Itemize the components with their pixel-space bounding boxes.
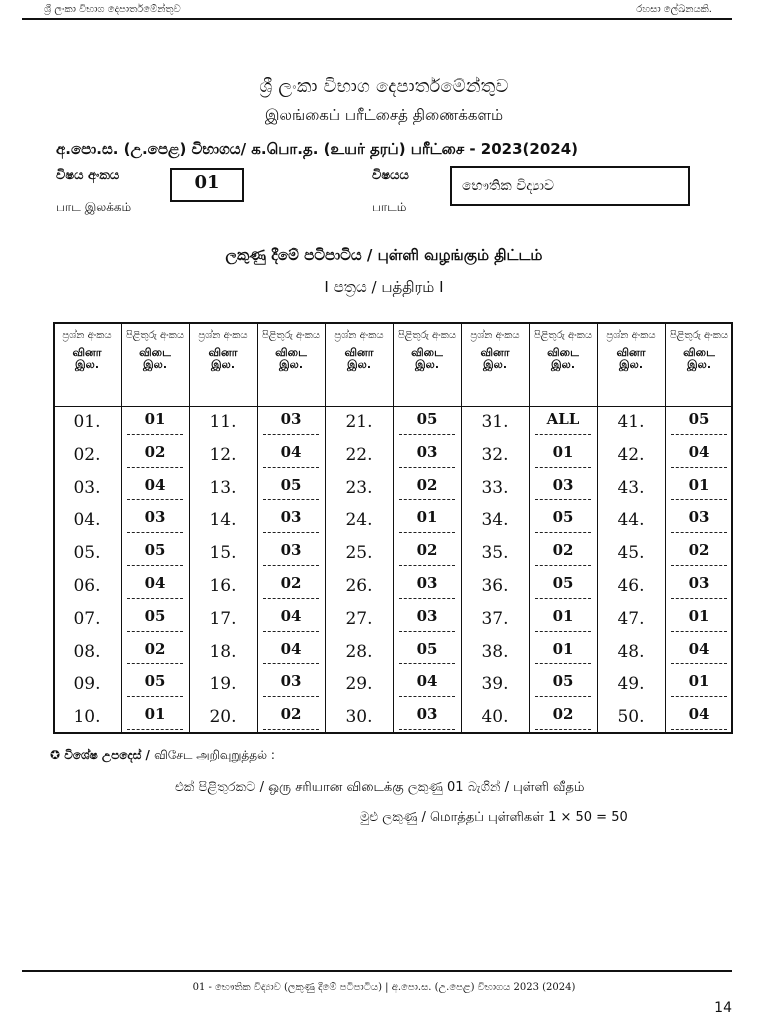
question-number: 46. [617, 576, 645, 596]
table-header-tamil-abbrev: இல. [346, 358, 371, 371]
question-number: 43. [617, 477, 645, 498]
answer-underline [535, 696, 591, 697]
question-number: 04. [73, 510, 101, 531]
answer-number: 05 [416, 410, 438, 428]
question-number: 11. [209, 412, 237, 432]
paper-title: I පත්‍රය / பத்திரம் I [324, 278, 444, 296]
question-number: 01. [73, 412, 101, 432]
answer-underline [671, 729, 727, 730]
answer-underline [535, 663, 591, 664]
answer-underline [399, 598, 455, 599]
question-number: 47. [617, 608, 645, 629]
answer-underline [399, 565, 455, 566]
answer-underline [127, 565, 183, 566]
answer-underline [535, 499, 591, 500]
answer-number: 01 [552, 606, 574, 625]
question-number: 34. [481, 510, 509, 531]
question-number: 17. [209, 608, 237, 629]
question-number: 40. [481, 707, 509, 728]
bottom-rule [22, 970, 732, 972]
answer-underline [671, 631, 727, 632]
table-header-cell [665, 330, 733, 371]
question-number: 18. [209, 641, 237, 662]
department-title-sinhala: ශ්‍රී ලංකා විභාග දෙපාර්තමේන්තුව [259, 76, 509, 97]
table-header-tamil: வினா [480, 346, 510, 359]
table-header-tamil: விடை [275, 346, 307, 359]
answer-underline [399, 729, 455, 730]
answer-underline [671, 663, 727, 664]
question-number: 41. [617, 412, 645, 432]
answer-underline [399, 631, 455, 632]
table-header-tamil: வினா [616, 346, 646, 359]
answer-underline [127, 499, 183, 500]
answer-number: 05 [416, 639, 438, 658]
answer-number: 02 [416, 475, 438, 494]
department-title-tamil: இலங்கைப் பரீட்சைத் திணைக்களம் [264, 106, 504, 124]
total-marks: මුළු ලකුණු / மொத்தப் புள்ளிகள் 1 × 50 = 50 [360, 810, 628, 825]
table-header-tamil-abbrev: இல. [686, 358, 711, 371]
marking-scheme-title: ලකුණු දීමේ පටිපාටිය / புள்ளி வழங்கும் திட்டம் [225, 246, 543, 264]
question-number: 19. [209, 674, 237, 695]
answer-underline [671, 434, 727, 435]
table-header-cell [597, 330, 665, 371]
table-header-sinhala: ප්‍රශ්න අංකය [470, 330, 520, 341]
answer-number: 02 [280, 705, 302, 724]
answer-underline [263, 499, 319, 500]
answer-underline [263, 631, 319, 632]
question-number: 29. [345, 674, 373, 695]
table-header-tamil-abbrev: இல. [618, 358, 643, 371]
answer-number: 04 [144, 574, 166, 592]
question-number: 32. [481, 444, 509, 465]
question-number: 35. [481, 543, 509, 564]
question-number: 09. [73, 674, 101, 695]
table-header-tamil: வினா [208, 346, 238, 359]
answer-underline [263, 565, 319, 566]
answer-number: 03 [280, 508, 302, 527]
answer-underline [399, 499, 455, 500]
answer-underline [671, 532, 727, 533]
subject-number-value: 01 [194, 172, 220, 193]
answer-number: 04 [688, 705, 710, 724]
answer-number: 01 [688, 606, 710, 625]
subject-number-label-tamil: பாட இலக்கம் [56, 200, 132, 214]
table-header-cell [189, 330, 257, 371]
table-header-tamil: வினா [72, 346, 102, 359]
answer-underline [127, 532, 183, 533]
answer-underline [535, 729, 591, 730]
answer-number: 03 [688, 574, 710, 592]
answer-underline [671, 696, 727, 697]
answer-underline [399, 663, 455, 664]
question-number: 12. [209, 444, 237, 465]
answer-underline [399, 467, 455, 468]
question-number: 26. [345, 576, 373, 596]
table-header-tamil-abbrev: இல. [414, 358, 439, 371]
answer-underline [263, 434, 319, 435]
answer-number: 04 [144, 475, 166, 494]
table-header-cell [121, 330, 189, 371]
answer-number: 03 [416, 705, 438, 724]
question-number: 10. [73, 707, 101, 728]
answer-number: 01 [688, 672, 710, 691]
table-header-cell [529, 330, 597, 371]
question-number: 13. [209, 477, 237, 498]
answer-underline [263, 663, 319, 664]
answer-underline [535, 434, 591, 435]
answer-number: 01 [416, 508, 438, 527]
table-header-sinhala: පිළිතුරු අංකය [261, 330, 321, 341]
answer-number: 04 [280, 639, 302, 658]
answer-number: 05 [144, 672, 166, 691]
answer-underline [671, 598, 727, 599]
question-number: 30. [345, 707, 373, 728]
answer-number: 04 [280, 442, 302, 461]
table-header-tamil: விடை [683, 346, 715, 359]
answer-number: 02 [144, 639, 166, 658]
answer-number: 03 [280, 541, 302, 560]
table-header-cell [461, 330, 529, 371]
question-number: 31. [481, 412, 509, 432]
question-number: 03. [73, 477, 101, 498]
table-header-divider [53, 406, 733, 407]
question-number: 02. [73, 444, 101, 465]
question-number: 45. [617, 543, 645, 564]
question-number: 42. [617, 444, 645, 465]
special-instructions-tamil: விசேட அறிவுறுத்தல் : [154, 748, 275, 762]
question-number: 48. [617, 641, 645, 662]
table-header-sinhala: ප්‍රශ්න අංකය [606, 330, 656, 341]
special-instructions-sinhala: ✪ විශේෂ උපදෙස් / [50, 748, 150, 762]
answer-number: 01 [144, 410, 166, 428]
answer-number: 01 [552, 639, 574, 658]
answer-underline [127, 696, 183, 697]
table-header-tamil-abbrev: இல. [142, 358, 167, 371]
top-left-note: ශ්‍රී ලංකා විභාග දෙපාර්තමේන්තුව [44, 4, 181, 15]
table-header-sinhala: ප්‍රශ්න අංකය [334, 330, 384, 341]
table-header-sinhala: පිළිතුරු අංකය [533, 330, 593, 341]
answer-underline [127, 729, 183, 730]
subject-name-value: භෞතික විද්‍යාව [462, 178, 555, 194]
table-header-tamil-abbrev: இல. [278, 358, 303, 371]
question-number: 06. [73, 576, 101, 596]
table-header-tamil: விடை [547, 346, 579, 359]
table-header-cell [257, 330, 325, 371]
answer-number: 03 [416, 442, 438, 461]
special-instructions [50, 748, 275, 764]
table-header-sinhala: ප්‍රශ්න අංකය [62, 330, 112, 341]
answer-underline [263, 467, 319, 468]
table-header-tamil: விடை [139, 346, 171, 359]
table-header-sinhala: ප්‍රශ්න අංකය [198, 330, 248, 341]
answer-underline [399, 696, 455, 697]
answer-underline [127, 598, 183, 599]
answer-number: 03 [144, 508, 166, 527]
answer-number: 05 [552, 508, 574, 527]
answer-number: 02 [144, 442, 166, 461]
answer-number: 05 [688, 410, 710, 428]
table-header-sinhala: පිළිතුරු අංකය [125, 330, 185, 341]
answer-number: 05 [144, 541, 166, 560]
answer-underline [535, 631, 591, 632]
subject-label-sinhala: විෂයය [372, 168, 409, 183]
answer-underline [127, 434, 183, 435]
top-rule [22, 18, 732, 20]
answer-underline [127, 467, 183, 468]
answer-underline [263, 696, 319, 697]
answer-underline [671, 565, 727, 566]
answer-underline [263, 729, 319, 730]
answer-number: 05 [280, 475, 302, 494]
question-number: 08. [73, 641, 101, 662]
answer-number: 05 [552, 574, 574, 592]
answer-underline [399, 434, 455, 435]
table-header-cell [53, 330, 121, 371]
question-number: 24. [345, 510, 373, 531]
answer-number: 03 [552, 475, 574, 494]
answer-number: 02 [552, 705, 574, 724]
subject-number-label-sinhala: විෂය අංකය [56, 168, 120, 183]
answer-underline [671, 499, 727, 500]
top-right-note: රහසා ලේඛනයකි. [636, 4, 712, 15]
answer-number: 04 [688, 639, 710, 658]
table-header-sinhala: පිළිතුරු අංකය [669, 330, 729, 341]
answer-number: 01 [144, 705, 166, 724]
answer-number: 03 [688, 508, 710, 527]
answer-underline [535, 565, 591, 566]
question-number: 39. [481, 674, 509, 695]
question-number: 38. [481, 641, 509, 662]
answer-underline [263, 598, 319, 599]
answer-number: ALL [546, 410, 580, 428]
table-header-cell [393, 330, 461, 371]
table-header-tamil-abbrev: இல. [74, 358, 99, 371]
table-header-tamil-abbrev: இல. [550, 358, 575, 371]
answer-number: 02 [552, 541, 574, 560]
answer-number: 03 [280, 672, 302, 691]
answer-underline [263, 532, 319, 533]
table-header-cell [325, 330, 393, 371]
answer-underline [127, 631, 183, 632]
question-number: 44. [617, 510, 645, 531]
answer-number: 03 [416, 606, 438, 625]
answer-number: 04 [688, 442, 710, 461]
table-header-tamil-abbrev: இல. [210, 358, 235, 371]
question-number: 20. [209, 707, 237, 728]
answer-number: 05 [144, 606, 166, 625]
answer-underline [671, 467, 727, 468]
question-number: 16. [209, 576, 237, 596]
question-number: 36. [481, 576, 509, 596]
page-number: 14 [714, 1000, 732, 1016]
table-header-tamil: விடை [411, 346, 443, 359]
question-number: 27. [345, 608, 373, 629]
answer-number: 02 [416, 541, 438, 560]
question-number: 23. [345, 477, 373, 498]
answer-number: 05 [552, 672, 574, 691]
question-number: 22. [345, 444, 373, 465]
answer-underline [535, 532, 591, 533]
answer-number: 01 [552, 442, 574, 461]
question-number: 28. [345, 641, 373, 662]
question-number: 49. [617, 674, 645, 695]
table-header-tamil: வினா [344, 346, 374, 359]
subject-label-tamil: பாடம் [372, 200, 407, 214]
answer-number: 01 [688, 475, 710, 494]
answer-underline [127, 663, 183, 664]
marks-per-answer: එක් පිළිතුරකට / ஒரு சரியான விடைக்கு ලකුණු 01 බැගින් / புள்ளி வீதம் [175, 780, 585, 795]
page-footer: 01 - භෞතික විද්‍යාව (ලකුණු දීමේ පටිපාටිය) | අ.පො.ස. (උ.පෙළ) විභාගය 2023 (2024) [192, 982, 576, 993]
answer-number: 02 [688, 541, 710, 560]
table-header-tamil-abbrev: இல. [482, 358, 507, 371]
question-number: 21. [345, 412, 373, 432]
answer-underline [399, 532, 455, 533]
question-number: 37. [481, 608, 509, 629]
answer-underline [535, 467, 591, 468]
answer-underline [535, 598, 591, 599]
question-number: 50. [617, 707, 645, 728]
question-number: 05. [73, 543, 101, 564]
question-number: 14. [209, 510, 237, 531]
question-number: 33. [481, 477, 509, 498]
answer-number: 03 [416, 574, 438, 592]
question-number: 07. [73, 608, 101, 629]
answer-number: 04 [280, 606, 302, 625]
question-number: 15. [209, 543, 237, 564]
table-header-sinhala: පිළිතුරු අංකය [397, 330, 457, 341]
question-number: 25. [345, 543, 373, 564]
answer-number: 03 [280, 410, 302, 428]
answer-number: 02 [280, 574, 302, 592]
answer-number: 04 [416, 672, 438, 691]
exam-title: අ.පො.ස. (උ.පෙළ) විභාගය/ க.பொ.த. (உயர் தரப்) பரீட்சை - 2023(2024) [56, 140, 579, 158]
